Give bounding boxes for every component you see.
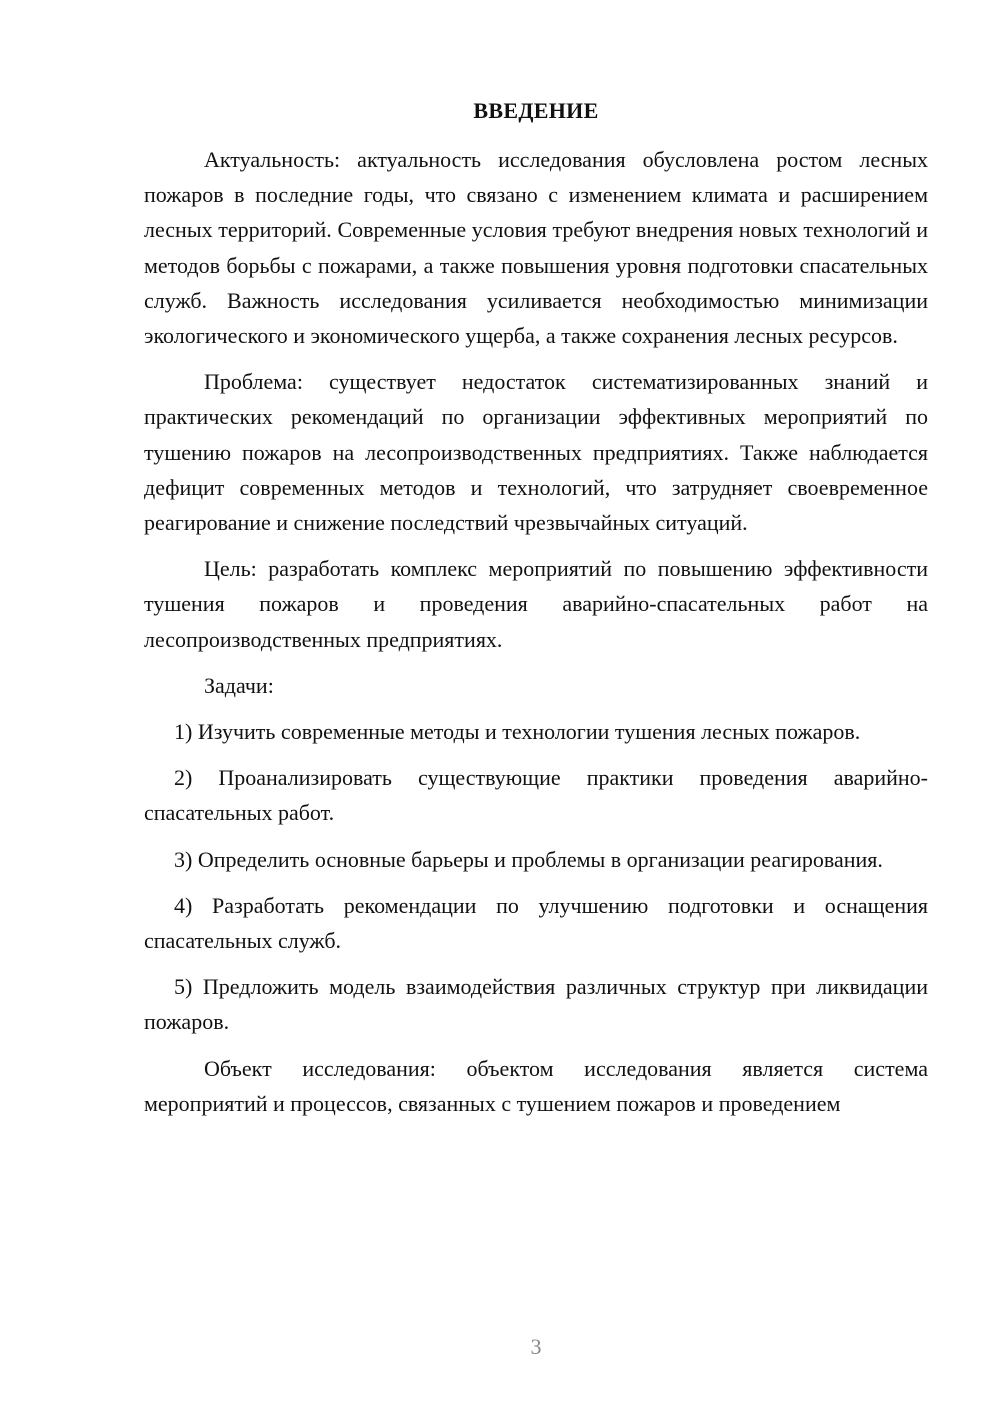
research-object-paragraph: Объект исследования: объектом исследования является система мероприятий и процессов, связанных с тушением пожаров и проведением [144,1055,928,1116]
task-item-3: 3) Определить основные барьеры и проблемы в организации реагирования. [174,846,883,872]
body-text [144,142,928,1132]
task-item-4: 4) Разработать рекомендации по улучшению подготовки и оснащения спасательных служб. [144,892,928,954]
section-heading: ВВЕДЕНИЕ [473,98,599,123]
task-item-5: 5) Предложить модель взаимодействия различных структур при ликвидации пожаров. [144,974,928,1035]
goal-paragraph: Цель: разработать комплекс мероприятий по повышению эффективности тушения пожаров и проведения аварийно-спасательных работ на лесопроизводственных предприятиях. [144,556,928,652]
relevance-paragraph: Актуальность: актуальность исследования обусловлена ростом лесных пожаров в последние годы, что связано с изменением климата и расширением лесных территорий. Современные условия требуют внедрения новых технологий и методов борьбы с пожарами, а также повышения уровня подготовки спасательных служб. Важность исследования усиливается необходимостью минимизации экологического и экономического ущерба, а также сохранения лесных ресурсов. [144,147,928,349]
task-item-2: 2) Проанализировать существующие практики проведения аварийно-спасательных работ. [144,765,928,826]
problem-paragraph: Проблема: существует недостаток систематизированных знаний и практических рекомендаций по организации эффективных мероприятий по тушению пожаров на лесопроизводственных предприятиях. Также наблюдается дефицит современных методов и технологий, что затрудняет своевременное реагирование и снижение последствий чрезвычайных ситуаций. [144,369,928,536]
page-number: 3 [530,1334,542,1359]
tasks-label: Задачи: [204,672,274,698]
task-item-1: 1) Изучить современные методы и технологии тушения лесных пожаров. [174,719,861,745]
